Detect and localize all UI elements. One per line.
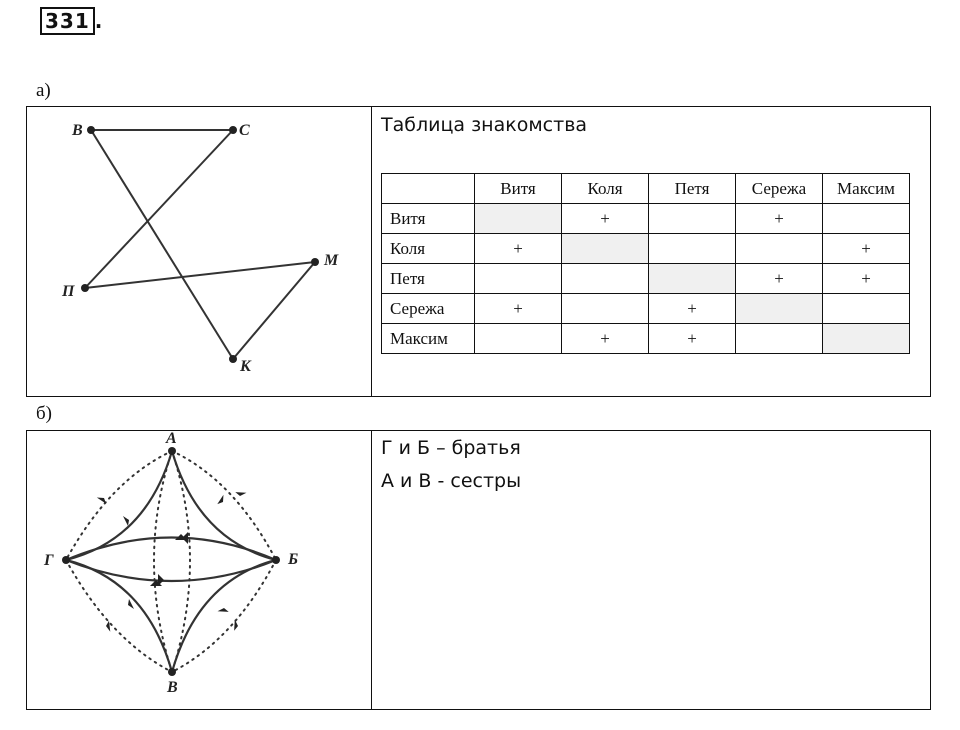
vertex-label-g: Г — [44, 552, 54, 569]
table-cell — [736, 294, 823, 324]
arrow-dot-g-a — [97, 495, 107, 507]
table-cell: + — [649, 324, 736, 354]
statement-brothers: Г и Б – братья — [381, 437, 521, 459]
vertex-label-a: A — [166, 430, 177, 447]
table-cell — [649, 234, 736, 264]
table-cell: + — [562, 204, 649, 234]
table-cell — [823, 294, 910, 324]
table-row — [382, 324, 910, 354]
family-graph — [26, 430, 371, 710]
row-header: Витя — [382, 204, 475, 234]
table-title: Таблица знакомства — [381, 114, 588, 136]
table-row — [382, 294, 910, 324]
part-a-label: а) — [36, 80, 51, 101]
table-row — [382, 234, 910, 264]
row-header: Сережа — [382, 294, 475, 324]
problem-number: 331 . — [36, 8, 107, 34]
table-cell — [823, 204, 910, 234]
edge-m-k — [233, 262, 315, 359]
table-cell: + — [562, 324, 649, 354]
table-cell — [475, 324, 562, 354]
vertex-v — [168, 668, 176, 676]
vertex-a — [168, 447, 176, 455]
arrow-b-g — [158, 574, 164, 586]
table-cell: + — [823, 234, 910, 264]
table-header-row — [382, 174, 910, 204]
part-b-label: б) — [36, 403, 52, 424]
table-row — [382, 264, 910, 294]
part-a-divider — [371, 106, 372, 397]
vertex-label-v: B — [167, 679, 178, 696]
dotted-edge-a-v-left — [154, 451, 172, 672]
table-cell: + — [475, 234, 562, 264]
table-row — [382, 204, 910, 234]
statement-sisters: А и В - сестры — [381, 470, 522, 492]
arrow-dot-v-g — [105, 620, 114, 631]
vertex-label-k: К — [240, 358, 251, 375]
row-header: Максим — [382, 324, 475, 354]
edge-b-k — [91, 130, 233, 359]
acquaintance-graph — [26, 106, 371, 397]
table-corner-cell — [382, 174, 475, 204]
part-b-divider — [371, 430, 372, 710]
table-cell — [562, 234, 649, 264]
vertex-label-p: П — [62, 283, 75, 300]
arrow-a-b — [215, 495, 227, 505]
vertex-k — [229, 355, 237, 363]
vertex-label-c: C — [239, 122, 250, 139]
table-cell: + — [649, 294, 736, 324]
arrow-b-v — [218, 606, 230, 616]
table-cell — [475, 264, 562, 294]
table-cell: + — [736, 264, 823, 294]
table-cell: + — [736, 204, 823, 234]
dotted-edge-a-v-right — [172, 451, 190, 672]
vertex-m — [311, 258, 319, 266]
arrow-g-a — [123, 516, 129, 526]
row-header: Коля — [382, 234, 475, 264]
table-cell — [649, 204, 736, 234]
vertex-b — [272, 556, 280, 564]
vertex-c — [229, 126, 237, 134]
table-cell — [823, 324, 910, 354]
row-header: Петя — [382, 264, 475, 294]
edge-g-b-top — [66, 538, 276, 561]
table-cell — [475, 204, 562, 234]
table-cell — [562, 264, 649, 294]
edge-p-m — [85, 262, 315, 288]
arrow-v-g — [128, 599, 134, 609]
column-header: Витя — [475, 174, 562, 204]
table-cell — [736, 234, 823, 264]
arrow-dot-a-b — [235, 488, 247, 498]
column-header: Коля — [562, 174, 649, 204]
vertex-label-b: B — [72, 122, 83, 139]
vertex-g — [62, 556, 70, 564]
arrow-g-b — [182, 532, 188, 544]
acquaintance-table — [381, 173, 910, 354]
vertex-label-b: Б — [288, 551, 299, 568]
table-cell: + — [823, 264, 910, 294]
edge-c-p — [85, 130, 233, 288]
column-header: Сережа — [736, 174, 823, 204]
vertex-b — [87, 126, 95, 134]
table-cell: + — [475, 294, 562, 324]
column-header: Максим — [823, 174, 910, 204]
table-cell — [649, 264, 736, 294]
vertex-p — [81, 284, 89, 292]
table-cell — [736, 324, 823, 354]
table-cell — [562, 294, 649, 324]
vertex-label-m: M — [324, 252, 339, 269]
edge-g-b-bottom — [66, 560, 276, 581]
column-header: Петя — [649, 174, 736, 204]
